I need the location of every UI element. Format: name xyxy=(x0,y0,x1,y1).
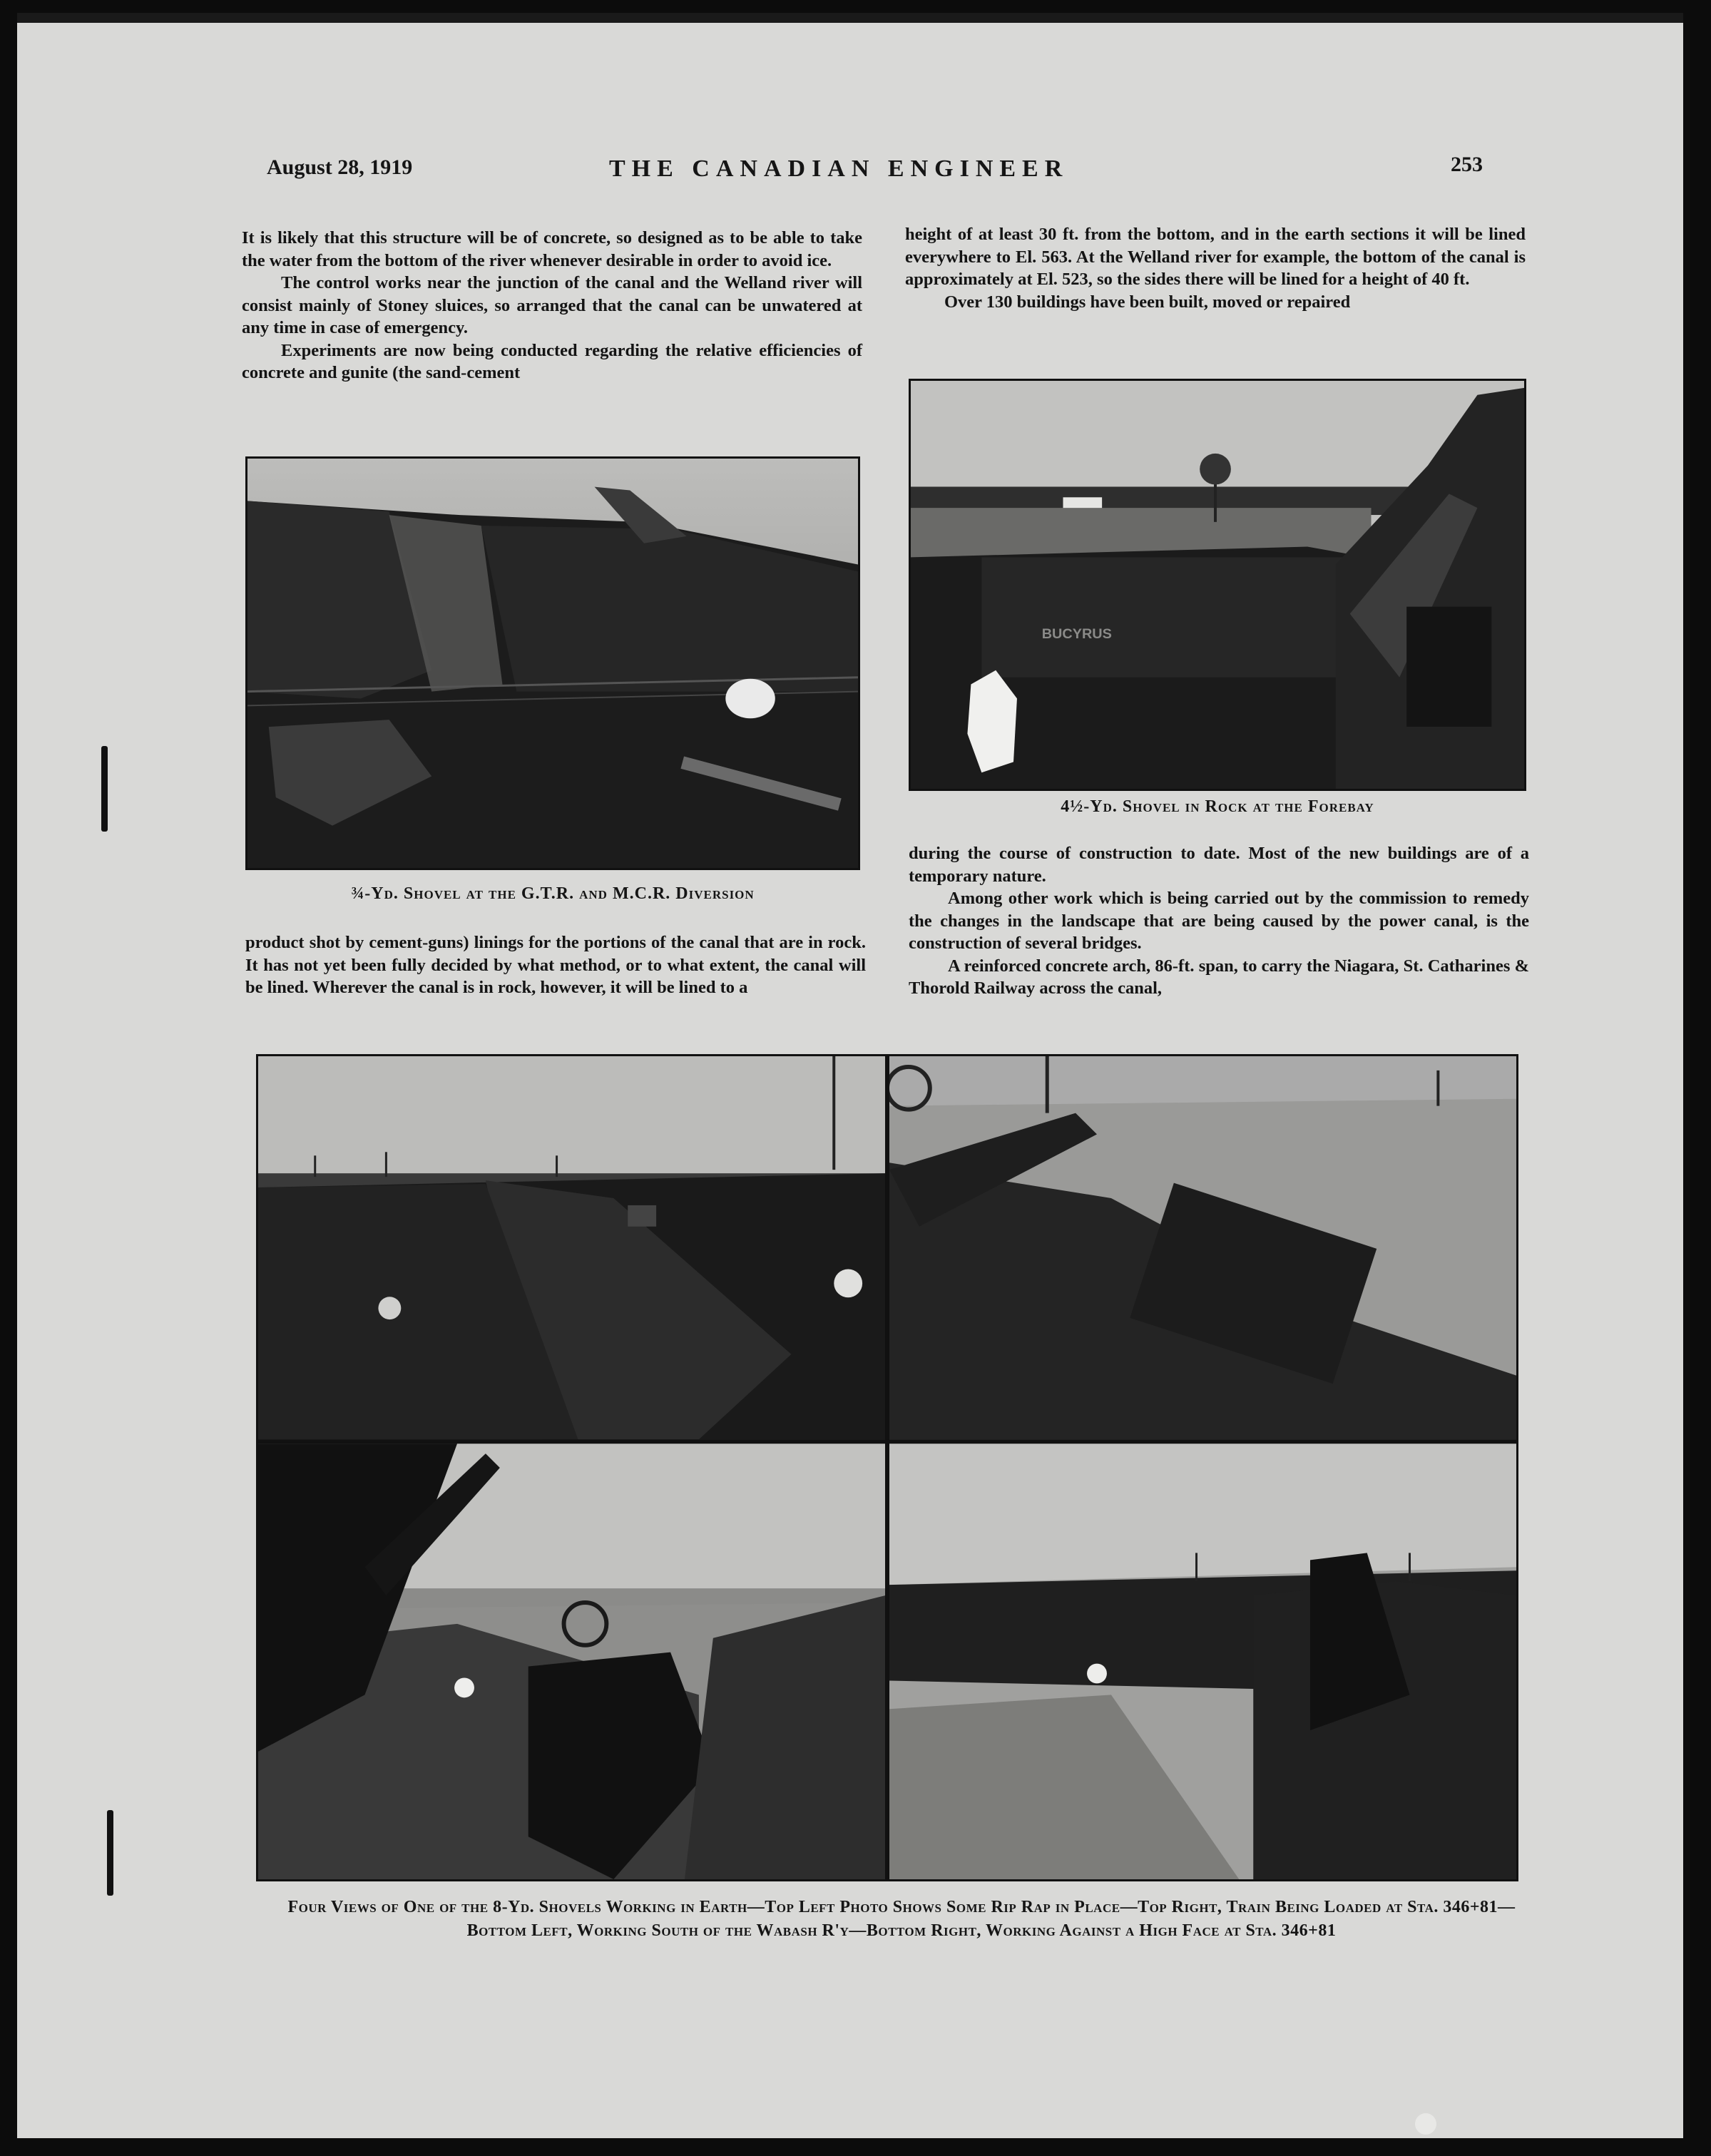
scan-blemish xyxy=(1415,2113,1436,2135)
caption-four-views: Four Views of One of the 8-Yd. Shovels Working in Earth—Top Left Photo Shows Some Rip Rap in Place—Top Right, Train Being Loaded at Sta. 346+81—Bottom Left, Working South of the Wabash R'y—Bottom Right, Working Against a High Face at Sta. 346+81 xyxy=(287,1898,1516,1940)
paragraph: height of at least 30 ft. from the bottom, and in the earth sections it will be lined everywhere to El. 563. At the Welland river for example, the bottom of the canal is approximately at El. 523, so the sides there will be lined for a height of 40 ft. xyxy=(905,225,1526,289)
left-column-top xyxy=(242,227,862,384)
paragraph: Over 130 buildings have been built, moved or repaired xyxy=(944,292,1351,312)
paragraph: It is likely that this structure will be of concrete, so designed as to be able to take the water from the bottom of the river whenever desirable in order to avoid ice. xyxy=(242,228,862,270)
page xyxy=(17,13,1683,2138)
paragraph: The control works near the junction of the canal and the Welland river will consist mainly of Stoney sluices, so arranged that the canal can be unwatered at any time in case of emergency. xyxy=(242,273,862,337)
photo-bottom-left xyxy=(258,1444,885,1879)
photo-top-left xyxy=(258,1056,885,1439)
caption-photo-left: ¾-Yd. Shovel at the G.T.R. and M.C.R. Diversion xyxy=(351,884,755,903)
paragraph: Among other work which is being carried out by the commission to remedy the changes in the landscape that are being caused by the power canal, is the construction of several bridges. xyxy=(909,889,1529,953)
right-column-top xyxy=(905,223,1526,313)
left-column-bottom xyxy=(245,931,866,999)
photo-image xyxy=(247,459,858,868)
page-number: 253 xyxy=(1451,153,1483,176)
header-date: August 28, 1919 xyxy=(267,155,413,179)
photo-shovel-forebay xyxy=(909,379,1526,791)
photo-shovel-diversion xyxy=(245,456,860,870)
header-title: THE CANADIAN ENGINEER xyxy=(609,155,1069,182)
caption-photo-right: 4½-Yd. Shovel in Rock at the Forebay xyxy=(1061,797,1374,816)
paragraph: A reinforced concrete arch, 86-ft. span, to carry the Niagara, St. Catharines & Thorold Railway across the canal, xyxy=(909,956,1529,998)
photo-image xyxy=(911,381,1524,789)
margin-bracket-mark xyxy=(107,1810,113,1896)
right-column-bottom xyxy=(909,842,1529,1000)
margin-bracket-mark xyxy=(101,746,108,832)
paragraph: product shot by cement-guns) linings for the portions of the canal that are in rock. It has not yet been fully decided by what method, or to what extent, the canal will be lined. Wherever the canal is in rock, however, it will be lined to a xyxy=(245,933,866,997)
paragraph: Experiments are now being conducted regarding the relative efficiencies of concrete and gunite (the sand-cement xyxy=(242,340,862,382)
photo-grid-image xyxy=(258,1056,1516,1879)
photo-four-views xyxy=(256,1054,1518,1881)
photo-signage: BUCYRUS xyxy=(1041,626,1112,643)
photo-top-right xyxy=(887,1056,1516,1439)
paragraph: during the course of construction to date. Most of the new buildings are of a temporary nature. xyxy=(909,844,1529,886)
photo-bottom-right xyxy=(889,1444,1516,1879)
